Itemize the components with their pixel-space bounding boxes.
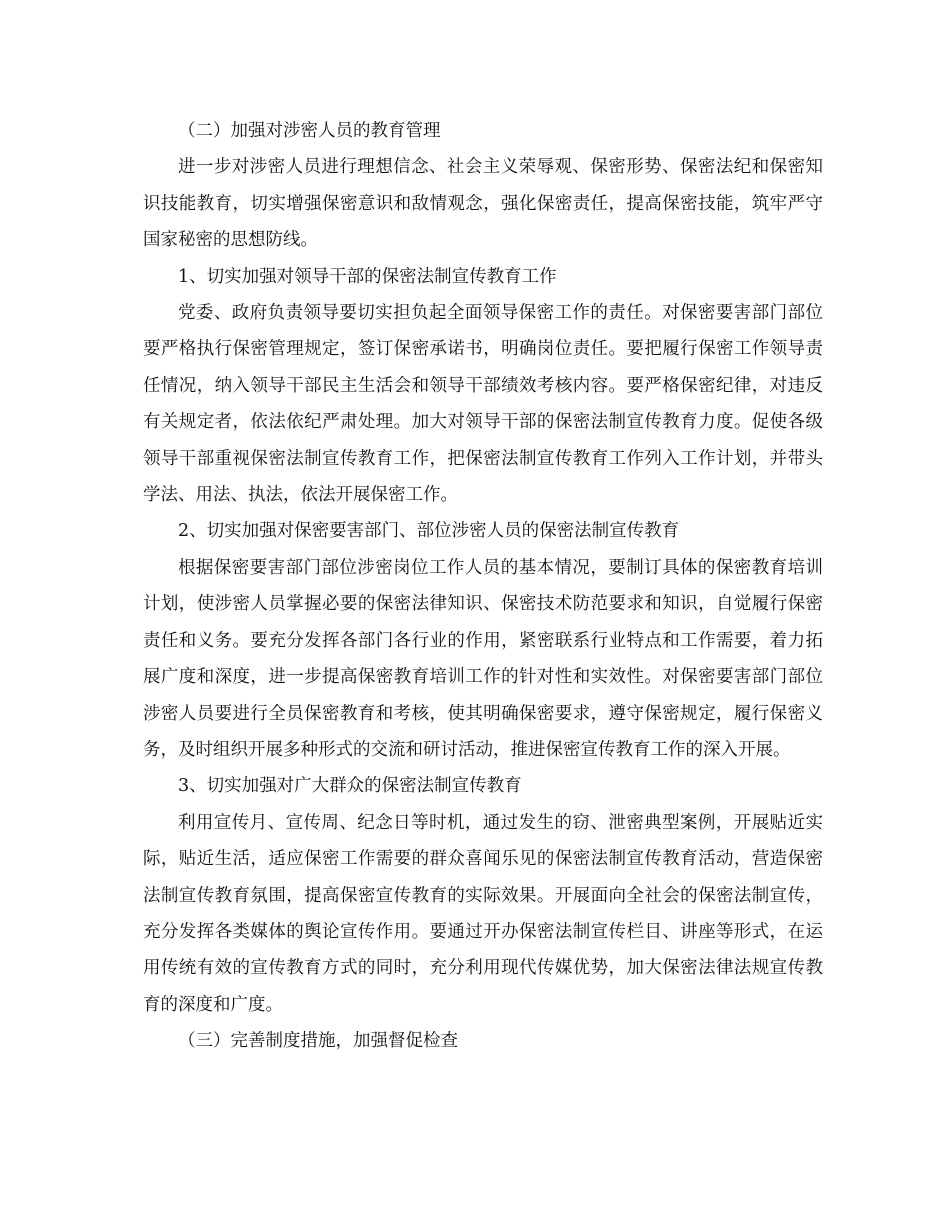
section-heading-3: （三）完善制度措施，加强督促检查	[178, 1031, 458, 1052]
subsection-heading-3: 3、切实加强对广大群众的保密法制宣传教育	[178, 776, 522, 797]
body-paragraph: 利用宣传月、宣传周、纪念日等时机，通过发生的窃、泄密典型案例，开展贴近实际，贴近生活，适应保密工作需要的群众喜闻乐见的保密法制宣传教育活动，营造保密法制宣传教育氛围，提高保密宣传教育的实际效果。开展面向全社会的保密法制宣传，充分发挥各类媒体的舆论宣传作用。要通过开办保密法制宣传栏目、讲座等形式，在运用传统有效的宣传教育方式的同时，充分利用现代传媒优势，加大保密法律法规宣传教育的深度和广度。	[143, 812, 823, 1015]
document-page	[143, 113, 823, 1060]
body-paragraph: 进一步对涉密人员进行理想信念、社会主义荣辱观、保密形势、保密法纪和保密知识技能教育，切实增强保密意识和敌情观念，强化保密责任，提高保密技能，筑牢严守国家秘密的思想防线。	[143, 157, 823, 251]
subsection-heading-2: 2、切实加强对保密要害部门、部位涉密人员的保密法制宣传教育	[178, 521, 680, 542]
body-paragraph: 根据保密要害部门部位涉密岗位工作人员的基本情况，要制订具体的保密教育培训计划，使涉密人员掌握必要的保密法律知识、保密技术防范要求和知识，自觉履行保密责任和义务。要充分发挥各部门各行业的作用，紧密联系行业特点和工作需要，着力拓展广度和深度，进一步提高保密教育培训工作的针对性和实效性。对保密要害部门部位涉密人员要进行全员保密教育和考核，使其明确保密要求，遵守保密规定，履行保密义务，及时组织开展多种形式的交流和研讨活动，推进保密宣传教育工作的深入开展。	[143, 557, 823, 760]
body-paragraph: 党委、政府负责领导要切实担负起全面领导保密工作的责任。对保密要害部门部位要严格执行保密管理规定，签订保密承诺书，明确岗位责任。要把履行保密工作领导责任情况，纳入领导干部民主生活会和领导干部绩效考核内容。要严格保密纪律，对违反有关规定者，依法依纪严肃处理。加大对领导干部的保密法制宣传教育力度。促使各级领导干部重视保密法制宣传教育工作，把保密法制宣传教育工作列入工作计划，并带头学法、用法、执法，依法开展保密工作。	[143, 303, 823, 506]
subsection-heading-1: 1、切实加强对领导干部的保密法制宣传教育工作	[178, 266, 557, 287]
section-heading-2: （二）加强对涉密人员的教育管理	[178, 121, 441, 141]
